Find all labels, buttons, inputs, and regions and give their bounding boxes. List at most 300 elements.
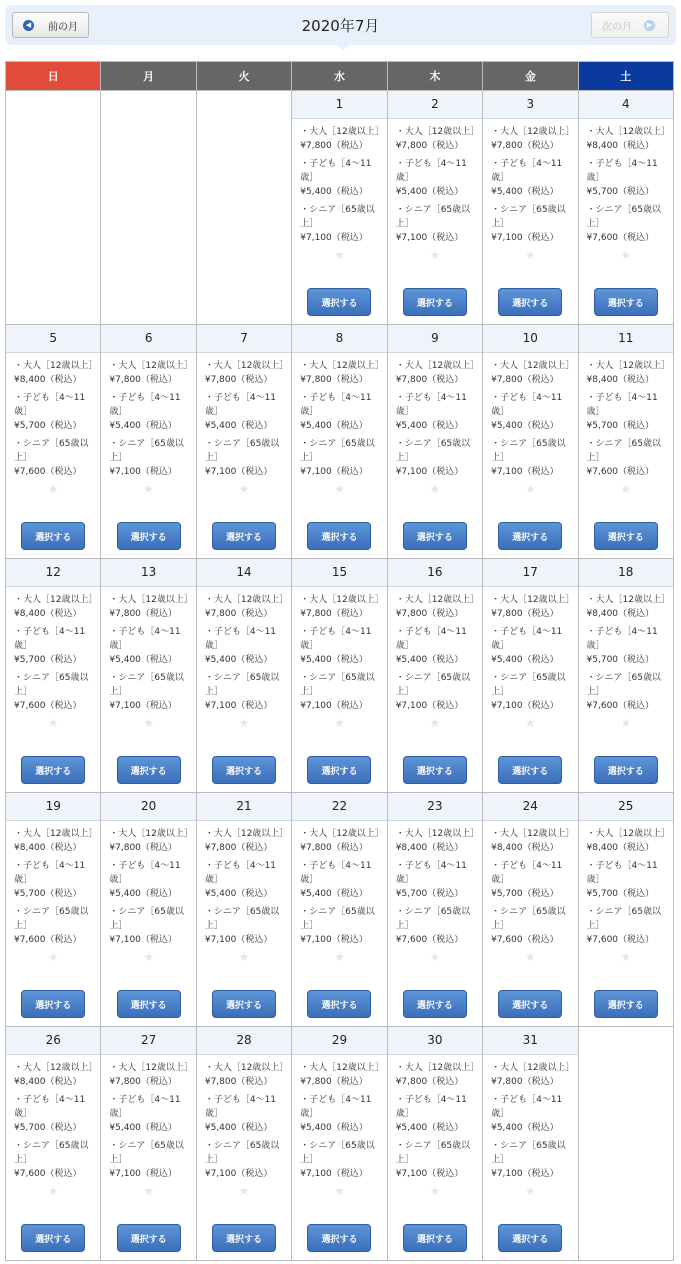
adult-price-value: ¥7,800 — [395, 375, 428, 385]
day-number: 13 — [101, 559, 195, 587]
select-button[interactable]: 選択する — [21, 522, 85, 550]
calendar-table — [5, 61, 674, 1261]
day-cell-content — [197, 793, 291, 1026]
senior-price-value: ¥7,600 — [586, 467, 619, 477]
senior-price-label: ・シニア［65歳以上］ — [109, 907, 184, 931]
star-icon: ★ — [238, 716, 250, 730]
tax-included-label: （税込） — [236, 467, 273, 477]
prev-month-label: 前の月 — [48, 21, 78, 33]
price-list — [579, 353, 673, 483]
child-price-value: ¥5,700 — [491, 889, 523, 899]
day-cell — [101, 559, 196, 793]
select-button[interactable]: 選択する — [212, 1224, 276, 1252]
tax-included-label: （税込） — [427, 889, 464, 899]
senior-price-label: ・シニア［65歳以上］ — [109, 673, 184, 697]
senior-price-label: ・シニア［65歳以上］ — [491, 205, 566, 229]
senior-price-value: ¥7,100 — [395, 701, 428, 711]
senior-price-group — [14, 1139, 100, 1181]
adult-price-group — [205, 359, 291, 387]
day-cell — [6, 559, 101, 793]
senior-price-value: ¥7,100 — [300, 701, 332, 711]
star-icon: ★ — [143, 1184, 155, 1198]
day-cell — [387, 559, 482, 793]
senior-price-label: ・シニア［65歳以上］ — [14, 1141, 89, 1165]
adult-price-label: ・大人［12歳以上］ — [14, 361, 98, 371]
senior-price-label: ・シニア［65歳以上］ — [395, 907, 471, 931]
day-cell-content — [483, 793, 577, 1026]
child-price-group — [491, 625, 577, 667]
day-cell-content — [197, 559, 291, 792]
senior-price-value: ¥7,100 — [491, 233, 523, 243]
day-cell-content — [388, 793, 482, 1026]
tax-included-label: （税込） — [236, 609, 273, 619]
adult-price-value: ¥8,400 — [586, 141, 619, 151]
senior-price-value: ¥7,100 — [395, 233, 428, 243]
select-button[interactable]: 選択する — [594, 756, 658, 784]
tax-included-label: （税込） — [427, 233, 464, 243]
price-list — [292, 587, 386, 717]
weekday-wed: 水 — [292, 62, 387, 91]
child-price-group — [205, 625, 291, 667]
senior-price-group — [14, 437, 100, 479]
day-number: 15 — [292, 559, 386, 587]
adult-price-group — [300, 1061, 386, 1089]
senior-price-value: ¥7,600 — [14, 701, 46, 711]
senior-price-label: ・シニア［65歳以上］ — [14, 673, 89, 697]
day-number: 5 — [6, 325, 100, 353]
select-button[interactable]: 選択する — [498, 756, 562, 784]
adult-price-value: ¥7,800 — [300, 843, 332, 853]
child-price-value: ¥5,700 — [586, 655, 619, 665]
price-list — [388, 119, 482, 249]
next-month-button[interactable] — [591, 12, 669, 38]
day-number: 23 — [388, 793, 482, 821]
tax-included-label: （税込） — [618, 609, 655, 619]
price-list — [292, 821, 386, 951]
select-button[interactable]: 選択する — [21, 990, 85, 1018]
senior-price-group — [396, 203, 482, 245]
adult-price-value: ¥7,800 — [109, 843, 141, 853]
tax-included-label: （税込） — [331, 935, 368, 945]
star-icon: ★ — [524, 248, 536, 262]
child-price-group — [491, 1093, 577, 1135]
tax-included-label: （税込） — [236, 843, 273, 853]
star-icon: ★ — [524, 716, 536, 730]
tax-included-label: （税込） — [427, 421, 464, 431]
adult-price-value: ¥7,800 — [491, 609, 523, 619]
child-price-group — [396, 1093, 482, 1135]
child-price-group — [491, 391, 577, 433]
select-button[interactable]: 選択する — [498, 1224, 562, 1252]
select-button[interactable]: 選択する — [117, 990, 181, 1018]
tax-included-label: （税込） — [618, 233, 655, 243]
child-price-group — [14, 1093, 100, 1135]
empty-day-cell — [101, 91, 196, 325]
adult-price-group — [300, 593, 386, 621]
adult-price-value: ¥7,800 — [491, 375, 523, 385]
select-button[interactable]: 選択する — [403, 522, 467, 550]
child-price-value: ¥5,700 — [14, 1123, 46, 1133]
select-button[interactable]: 選択する — [307, 990, 371, 1018]
adult-price-value: ¥8,400 — [586, 375, 619, 385]
adult-price-label: ・大人［12歳以上］ — [300, 1063, 384, 1073]
senior-price-label: ・シニア［65歳以上］ — [300, 205, 375, 229]
adult-price-group — [14, 827, 100, 855]
senior-price-group — [300, 905, 386, 947]
star-icon: ★ — [238, 482, 250, 496]
tax-included-label: （税込） — [140, 843, 177, 853]
tax-included-label: （税込） — [427, 141, 464, 151]
next-month-label: 次の月 — [602, 21, 632, 33]
adult-price-group — [300, 827, 386, 855]
day-cell — [483, 91, 578, 325]
adult-price-group — [396, 827, 482, 855]
day-number: 21 — [197, 793, 291, 821]
senior-price-group — [205, 905, 291, 947]
month-navigation — [5, 5, 676, 45]
child-price-label: ・子ども［4〜11歳］ — [586, 861, 658, 885]
star-icon: ★ — [334, 1184, 345, 1198]
star-icon: ★ — [429, 1184, 441, 1198]
adult-price-label: ・大人［12歳以上］ — [491, 595, 575, 605]
price-list — [197, 353, 291, 483]
senior-price-value: ¥7,100 — [491, 1169, 523, 1179]
adult-price-value: ¥7,800 — [395, 141, 428, 151]
day-cell-content — [197, 325, 291, 558]
tax-included-label: （税込） — [427, 187, 464, 197]
select-button[interactable]: 選択する — [594, 990, 658, 1018]
select-button[interactable]: 選択する — [498, 522, 562, 550]
tax-included-label: （税込） — [236, 375, 273, 385]
day-cell — [292, 793, 387, 1027]
tax-included-label: （税込） — [45, 609, 82, 619]
tax-included-label: （税込） — [427, 1123, 464, 1133]
child-price-label: ・子ども［4〜11歳］ — [395, 627, 467, 651]
child-price-group — [109, 391, 195, 433]
adult-price-group — [491, 125, 577, 153]
tax-included-label: （税込） — [331, 1077, 368, 1087]
senior-price-value: ¥7,100 — [204, 701, 237, 711]
senior-price-label: ・シニア［65歳以上］ — [491, 1141, 566, 1165]
child-price-value: ¥5,700 — [586, 187, 619, 197]
tax-included-label: （税込） — [140, 467, 177, 477]
adult-price-value: ¥7,800 — [300, 141, 332, 151]
day-number: 29 — [292, 1027, 386, 1055]
weekday-fri: 金 — [483, 62, 578, 91]
child-price-value: ¥5,400 — [109, 655, 141, 665]
tax-included-label: （税込） — [45, 375, 82, 385]
adult-price-group — [109, 593, 195, 621]
adult-price-label: ・大人［12歳以上］ — [14, 829, 98, 839]
senior-price-value: ¥7,600 — [14, 467, 46, 477]
adult-price-group — [587, 359, 673, 387]
weekday-tue: 火 — [196, 62, 291, 91]
empty-day-cell — [6, 91, 101, 325]
senior-price-label: ・シニア［65歳以上］ — [14, 439, 89, 463]
tax-included-label: （税込） — [522, 889, 559, 899]
price-list — [292, 119, 386, 249]
select-button[interactable]: 選択する — [594, 288, 658, 316]
tax-included-label: （税込） — [427, 1077, 464, 1087]
day-cell-content — [579, 91, 673, 324]
adult-price-value: ¥8,400 — [395, 843, 428, 853]
child-price-value: ¥5,400 — [204, 655, 237, 665]
child-price-label: ・子ども［4〜11歳］ — [204, 1095, 277, 1119]
star-icon: ★ — [524, 950, 536, 964]
tax-included-label: （税込） — [427, 655, 464, 665]
tax-included-label: （税込） — [331, 609, 368, 619]
senior-price-label: ・シニア［65歳以上］ — [204, 1141, 280, 1165]
price-list — [6, 1055, 100, 1185]
tax-included-label: （税込） — [618, 889, 655, 899]
senior-price-value: ¥7,100 — [491, 467, 523, 477]
adult-price-label: ・大人［12歳以上］ — [204, 595, 289, 605]
child-price-value: ¥5,400 — [109, 1123, 141, 1133]
senior-price-group — [491, 905, 577, 947]
price-list — [579, 821, 673, 951]
weekday-sun: 日 — [6, 62, 101, 91]
child-price-group — [300, 157, 386, 199]
child-price-value: ¥5,400 — [300, 889, 332, 899]
day-cell-content — [292, 325, 386, 558]
price-list — [101, 353, 195, 483]
child-price-label: ・子ども［4〜11歳］ — [109, 627, 181, 651]
price-list — [6, 587, 100, 717]
day-cell — [101, 325, 196, 559]
adult-price-group — [491, 359, 577, 387]
day-cell — [578, 793, 673, 1027]
tax-included-label: （税込） — [140, 1077, 177, 1087]
day-cell — [483, 325, 578, 559]
child-price-label: ・子ども［4〜11歳］ — [300, 1095, 372, 1119]
day-cell-content — [197, 1027, 291, 1260]
tax-included-label: （税込） — [236, 935, 273, 945]
child-price-label: ・子ども［4〜11歳］ — [491, 1095, 563, 1119]
tax-included-label: （税込） — [236, 701, 273, 711]
select-button[interactable]: 選択する — [307, 288, 371, 316]
senior-price-value: ¥7,600 — [14, 935, 46, 945]
child-price-value: ¥5,400 — [300, 421, 332, 431]
price-list — [483, 119, 577, 249]
tax-included-label: （税込） — [331, 421, 368, 431]
tax-included-label: （税込） — [236, 1123, 273, 1133]
child-price-group — [396, 859, 482, 901]
adult-price-group — [396, 1061, 482, 1089]
child-price-label: ・子ども［4〜11歳］ — [300, 393, 372, 417]
child-price-group — [587, 859, 673, 901]
senior-price-group — [300, 203, 386, 245]
select-button[interactable]: 選択する — [212, 756, 276, 784]
star-icon: ★ — [47, 950, 59, 964]
day-number: 28 — [197, 1027, 291, 1055]
tax-included-label: （税込） — [522, 187, 559, 197]
select-button[interactable]: 選択する — [212, 522, 276, 550]
adult-price-label: ・大人［12歳以上］ — [491, 127, 575, 137]
child-price-value: ¥5,400 — [491, 421, 523, 431]
price-list — [197, 821, 291, 951]
adult-price-value: ¥8,400 — [14, 843, 46, 853]
price-list — [6, 353, 100, 483]
calendar-week-row — [6, 1027, 674, 1261]
adult-price-group — [14, 593, 100, 621]
day-cell — [6, 325, 101, 559]
tax-included-label: （税込） — [331, 1169, 368, 1179]
tax-included-label: （税込） — [618, 655, 655, 665]
day-cell — [292, 91, 387, 325]
senior-price-value: ¥7,100 — [395, 1169, 428, 1179]
star-icon: ★ — [238, 1184, 250, 1198]
tax-included-label: （税込） — [522, 233, 559, 243]
child-price-group — [14, 391, 100, 433]
price-list — [101, 821, 195, 951]
tax-included-label: （税込） — [618, 421, 655, 431]
select-button[interactable]: 選択する — [403, 990, 467, 1018]
tax-included-label: （税込） — [140, 609, 177, 619]
day-cell — [292, 559, 387, 793]
adult-price-group — [587, 125, 673, 153]
select-button[interactable]: 選択する — [498, 990, 562, 1018]
child-price-group — [300, 391, 386, 433]
adult-price-label: ・大人［12歳以上］ — [586, 595, 670, 605]
child-price-label: ・子ども［4〜11歳］ — [586, 627, 658, 651]
adult-price-label: ・大人［12歳以上］ — [109, 1063, 193, 1073]
senior-price-value: ¥7,100 — [395, 467, 428, 477]
day-number: 16 — [388, 559, 482, 587]
select-button[interactable]: 選択する — [403, 288, 467, 316]
adult-price-group — [587, 593, 673, 621]
day-cell-content — [388, 559, 482, 792]
senior-price-group — [491, 671, 577, 713]
child-price-value: ¥5,700 — [395, 889, 428, 899]
child-price-group — [14, 625, 100, 667]
day-cell-content — [6, 325, 100, 558]
select-button[interactable]: 選択する — [307, 756, 371, 784]
price-list — [388, 821, 482, 951]
adult-price-label: ・大人［12歳以上］ — [300, 127, 384, 137]
senior-price-value: ¥7,100 — [204, 935, 237, 945]
adult-price-group — [491, 827, 577, 855]
select-button[interactable]: 選択する — [307, 522, 371, 550]
adult-price-value: ¥7,800 — [300, 609, 332, 619]
adult-price-label: ・大人［12歳以上］ — [586, 127, 670, 137]
adult-price-value: ¥7,800 — [204, 375, 237, 385]
child-price-value: ¥5,400 — [395, 421, 428, 431]
senior-price-value: ¥7,100 — [300, 467, 332, 477]
price-list — [101, 587, 195, 717]
select-button[interactable]: 選択する — [403, 756, 467, 784]
star-icon: ★ — [143, 482, 155, 496]
senior-price-group — [396, 671, 482, 713]
day-number: 4 — [579, 91, 673, 119]
weekday-sat: 土 — [578, 62, 673, 91]
senior-price-group — [491, 203, 577, 245]
day-number: 22 — [292, 793, 386, 821]
adult-price-value: ¥8,400 — [14, 375, 46, 385]
price-list — [197, 1055, 291, 1185]
day-number: 24 — [483, 793, 577, 821]
tax-included-label: （税込） — [522, 655, 559, 665]
adult-price-group — [587, 827, 673, 855]
day-number: 1 — [292, 91, 386, 119]
tax-included-label: （税込） — [140, 1123, 177, 1133]
senior-price-group — [14, 905, 100, 947]
senior-price-value: ¥7,600 — [491, 935, 523, 945]
tax-included-label: （税込） — [45, 935, 82, 945]
adult-price-group — [205, 827, 291, 855]
select-button[interactable]: 選択する — [403, 1224, 467, 1252]
star-icon: ★ — [524, 482, 536, 496]
select-button[interactable]: 選択する — [21, 1224, 85, 1252]
star-icon: ★ — [334, 716, 345, 730]
select-button[interactable]: 選択する — [117, 1224, 181, 1252]
senior-price-group — [109, 437, 195, 479]
select-button[interactable]: 選択する — [307, 1224, 371, 1252]
price-list — [579, 119, 673, 249]
calendar-week-row — [6, 559, 674, 793]
day-cell-content — [292, 91, 386, 324]
price-list — [292, 353, 386, 483]
select-button[interactable]: 選択する — [117, 522, 181, 550]
tax-included-label: （税込） — [236, 1077, 273, 1087]
senior-price-label: ・シニア［65歳以上］ — [586, 907, 661, 931]
adult-price-label: ・大人［12歳以上］ — [300, 595, 384, 605]
select-button[interactable]: 選択する — [117, 756, 181, 784]
adult-price-value: ¥8,400 — [491, 843, 523, 853]
select-button[interactable]: 選択する — [498, 288, 562, 316]
senior-price-label: ・シニア［65歳以上］ — [204, 439, 280, 463]
child-price-label: ・子ども［4〜11歳］ — [109, 861, 181, 885]
senior-price-label: ・シニア［65歳以上］ — [300, 673, 375, 697]
tax-included-label: （税込） — [331, 187, 368, 197]
senior-price-label: ・シニア［65歳以上］ — [395, 1141, 471, 1165]
child-price-value: ¥5,400 — [395, 187, 428, 197]
star-icon: ★ — [47, 1184, 59, 1198]
tax-included-label: （税込） — [522, 843, 559, 853]
day-cell — [196, 1027, 291, 1261]
day-number: 18 — [579, 559, 673, 587]
calendar-week-row — [6, 91, 674, 325]
senior-price-group — [396, 905, 482, 947]
child-price-label: ・子ども［4〜11歳］ — [395, 861, 467, 885]
select-button[interactable]: 選択する — [21, 756, 85, 784]
tax-included-label: （税込） — [522, 609, 559, 619]
adult-price-label: ・大人［12歳以上］ — [491, 361, 575, 371]
chevron-right-icon: ▶ — [644, 20, 655, 31]
senior-price-group — [109, 1139, 195, 1181]
star-icon: ★ — [334, 950, 345, 964]
child-price-label: ・子ども［4〜11歳］ — [14, 1095, 86, 1119]
weekday-thu: 木 — [387, 62, 482, 91]
tax-included-label: （税込） — [427, 843, 464, 853]
select-button[interactable]: 選択する — [594, 522, 658, 550]
child-price-value: ¥5,400 — [491, 187, 523, 197]
day-cell-content — [483, 91, 577, 324]
price-list — [483, 821, 577, 951]
day-cell-content — [292, 793, 386, 1026]
select-button[interactable]: 選択する — [212, 990, 276, 1018]
star-icon: ★ — [524, 1184, 536, 1198]
senior-price-label: ・シニア［65歳以上］ — [109, 1141, 184, 1165]
adult-price-label: ・大人［12歳以上］ — [109, 829, 193, 839]
senior-price-value: ¥7,600 — [586, 701, 619, 711]
adult-price-label: ・大人［12歳以上］ — [395, 1063, 480, 1073]
tax-included-label: （税込） — [522, 467, 559, 477]
tax-included-label: （税込） — [522, 1123, 559, 1133]
day-cell — [292, 325, 387, 559]
senior-price-group — [587, 437, 673, 479]
day-cell-content — [483, 325, 577, 558]
day-number: 20 — [101, 793, 195, 821]
